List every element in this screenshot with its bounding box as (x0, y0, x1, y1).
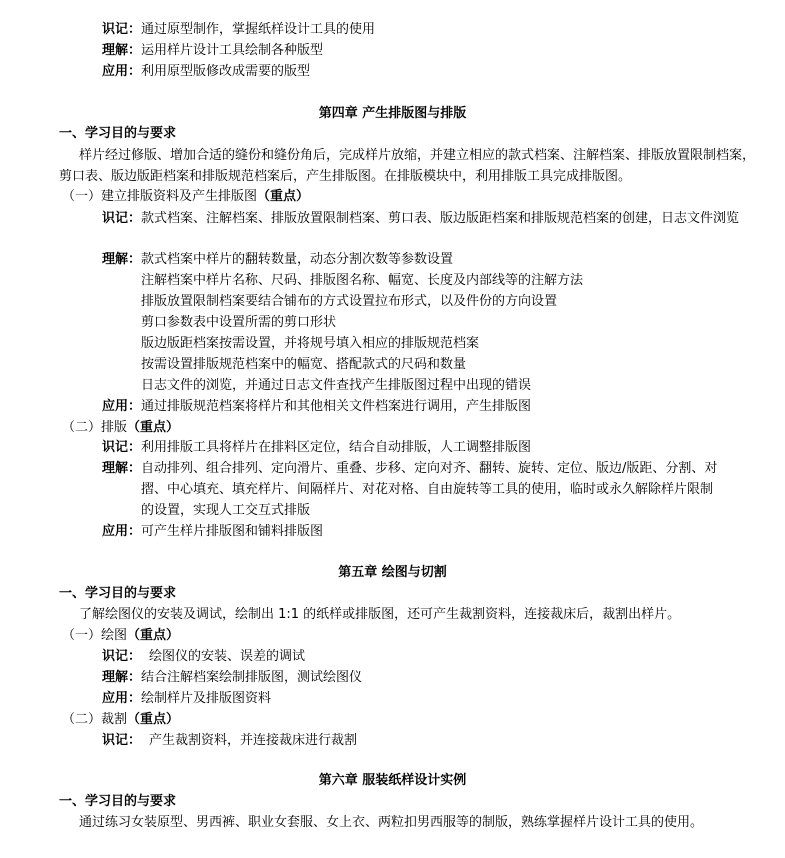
ch6-goal-heading: 一、学习目的与要求 (59, 794, 177, 809)
apply-text: 可产生样片排版图和铺料排版图 (141, 524, 324, 539)
understand-text: 摺、中心填充、填充样片、间隔样片、对花对格、自由旋转等工具的使用，临时或永久解除样片限制 (141, 482, 714, 497)
chapter-6-title: 第六章 服装纸样设计实例 (318, 773, 467, 788)
key-point-tag: （重点） (127, 628, 180, 643)
ch4-s1-recall (59, 208, 765, 229)
apply-text: 绘制样片及排版图资料 (141, 691, 272, 706)
ch4-intro: 样片经过修版、增加合适的缝份和缝份角后，完成样片放缩，并建立相应的款式档案、注解档案、排版放置限制档案，剪口表、版边版距档案和排版规范档案后，产生排版图。在排版模块中，利用排版工具完成排版图。 (59, 148, 756, 184)
ch5-s1-understand-line (102, 668, 362, 688)
section-number: （一） (62, 628, 102, 643)
understand-item: 版边版距档案按需设置，并将规号填入相应的排版规范档案 (141, 336, 480, 351)
ch5-s1-apply-line (102, 689, 271, 709)
understand-item: 按需设置排版规范档案中的幅宽、搭配款式的尺码和数量 (141, 357, 467, 372)
recall-text: 利用排版工具将样片在排料区定位，结合自动排版，人工调整排版图 (141, 440, 532, 455)
understand-text: 运用样片设计工具绘制各种版型 (141, 43, 324, 58)
recall-label: 识记： (102, 733, 142, 748)
section-title: 绘图 (101, 628, 128, 643)
understand-item: 剪口参数表中设置所需的剪口形状 (141, 315, 337, 330)
ch4-s2-recall-line (102, 438, 531, 458)
ch5-s1-recall-line (102, 647, 305, 667)
apply-label: 应用： (102, 399, 142, 414)
ch4-s2-apply-line (102, 522, 323, 542)
section-number: （二） (62, 420, 102, 435)
understand-item: 注解档案中样片名称、尺码、排版图名称、幅宽、长度及内部线等的注解方法 (141, 273, 584, 288)
ch5-s2-recall-line (102, 731, 357, 751)
ch5-goal-heading: 一、学习目的与要求 (59, 586, 177, 601)
recall-text: 产生裁割资料，并连接裁床进行裁割 (149, 733, 358, 748)
section-title: 建立排版资料及产生排版图 (101, 189, 258, 204)
key-point-tag: （重点） (127, 712, 180, 727)
ch4-s1-apply-line (102, 397, 531, 417)
recall-label: 识记： (102, 649, 142, 664)
understand-label: 理解： (102, 252, 142, 267)
ch4-s1-understand-line (102, 250, 453, 270)
ch4-goal-heading: 一、学习目的与要求 (59, 126, 177, 141)
understand-item: 排版放置限制档案要结合铺布的方式设置拉布形式，以及件份的方向设置 (141, 294, 558, 309)
section-title: 排版 (101, 420, 128, 435)
understand-label: 理解： (102, 461, 142, 476)
recall-label: 识记： (102, 22, 142, 37)
recall-text: 通过原型制作，掌握纸样设计工具的使用 (141, 22, 376, 37)
chapter-5-title: 第五章 绘图与切割 (338, 565, 447, 580)
apply-text: 利用原型版修改成需要的版型 (141, 64, 311, 79)
chapter-4-title: 第四章 产生排版图与排版 (318, 106, 467, 121)
ch5-intro: 了解绘图仪的安装及调试，绘制出 1:1 的纸样或排版图，还可产生裁割资料，连接裁床后，裁割出样片。 (79, 607, 681, 622)
recall-label: 识记： (102, 211, 142, 226)
ch4-s2-understand-line (102, 459, 717, 479)
understand-item: 款式档案中样片的翻转数量，动态分割次数等参数设置 (141, 252, 454, 267)
apply-label: 应用： (102, 524, 142, 539)
understand-text: 的设置，实现人工交互式排版 (141, 503, 311, 518)
understand-line (102, 41, 323, 61)
ch4-section-2-heading (62, 418, 179, 438)
apply-text: 通过排版规范档案将样片和其他相关文件档案进行调用，产生排版图 (141, 399, 532, 414)
section-number: （二） (62, 712, 102, 727)
understand-item: 日志文件的浏览，并通过日志文件查找产生排版图过程中出现的错误 (141, 378, 532, 393)
ch5-section-2-heading (62, 710, 179, 730)
ch6-intro: 通过练习女装原型、男西裤、职业女套服、女上衣、两粒扣男西服等的制版，熟练掌握样片设计工具的使用。 (79, 815, 704, 830)
ch5-section-1-heading (62, 626, 179, 646)
key-point-tag: （重点） (127, 420, 180, 435)
section-title: 裁割 (101, 712, 128, 727)
recall-text: 绘图仪的安装、误差的调试 (149, 649, 306, 664)
section-number: （一） (62, 189, 102, 204)
understand-text: 结合注解档案绘制排版图，测试绘图仪 (141, 670, 363, 685)
recall-text: 款式档案、注解档案、排版放置限制档案、剪口表、版边版距档案和排版规范档案的创建，日志文件浏览 (141, 211, 740, 226)
recall-label: 识记： (102, 440, 142, 455)
ch4-section-1-heading (62, 187, 309, 207)
apply-line (102, 62, 310, 82)
understand-text: 自动排列、组合排列、定向滑片、重叠、步移、定向对齐、翻转、旋转、定位、版边/版距、分割、对 (141, 461, 718, 476)
apply-label: 应用： (102, 64, 142, 79)
recall-line (102, 20, 375, 40)
key-point-tag: （重点） (257, 189, 310, 204)
apply-label: 应用： (102, 691, 142, 706)
understand-label: 理解： (102, 670, 142, 685)
understand-label: 理解： (102, 43, 142, 58)
